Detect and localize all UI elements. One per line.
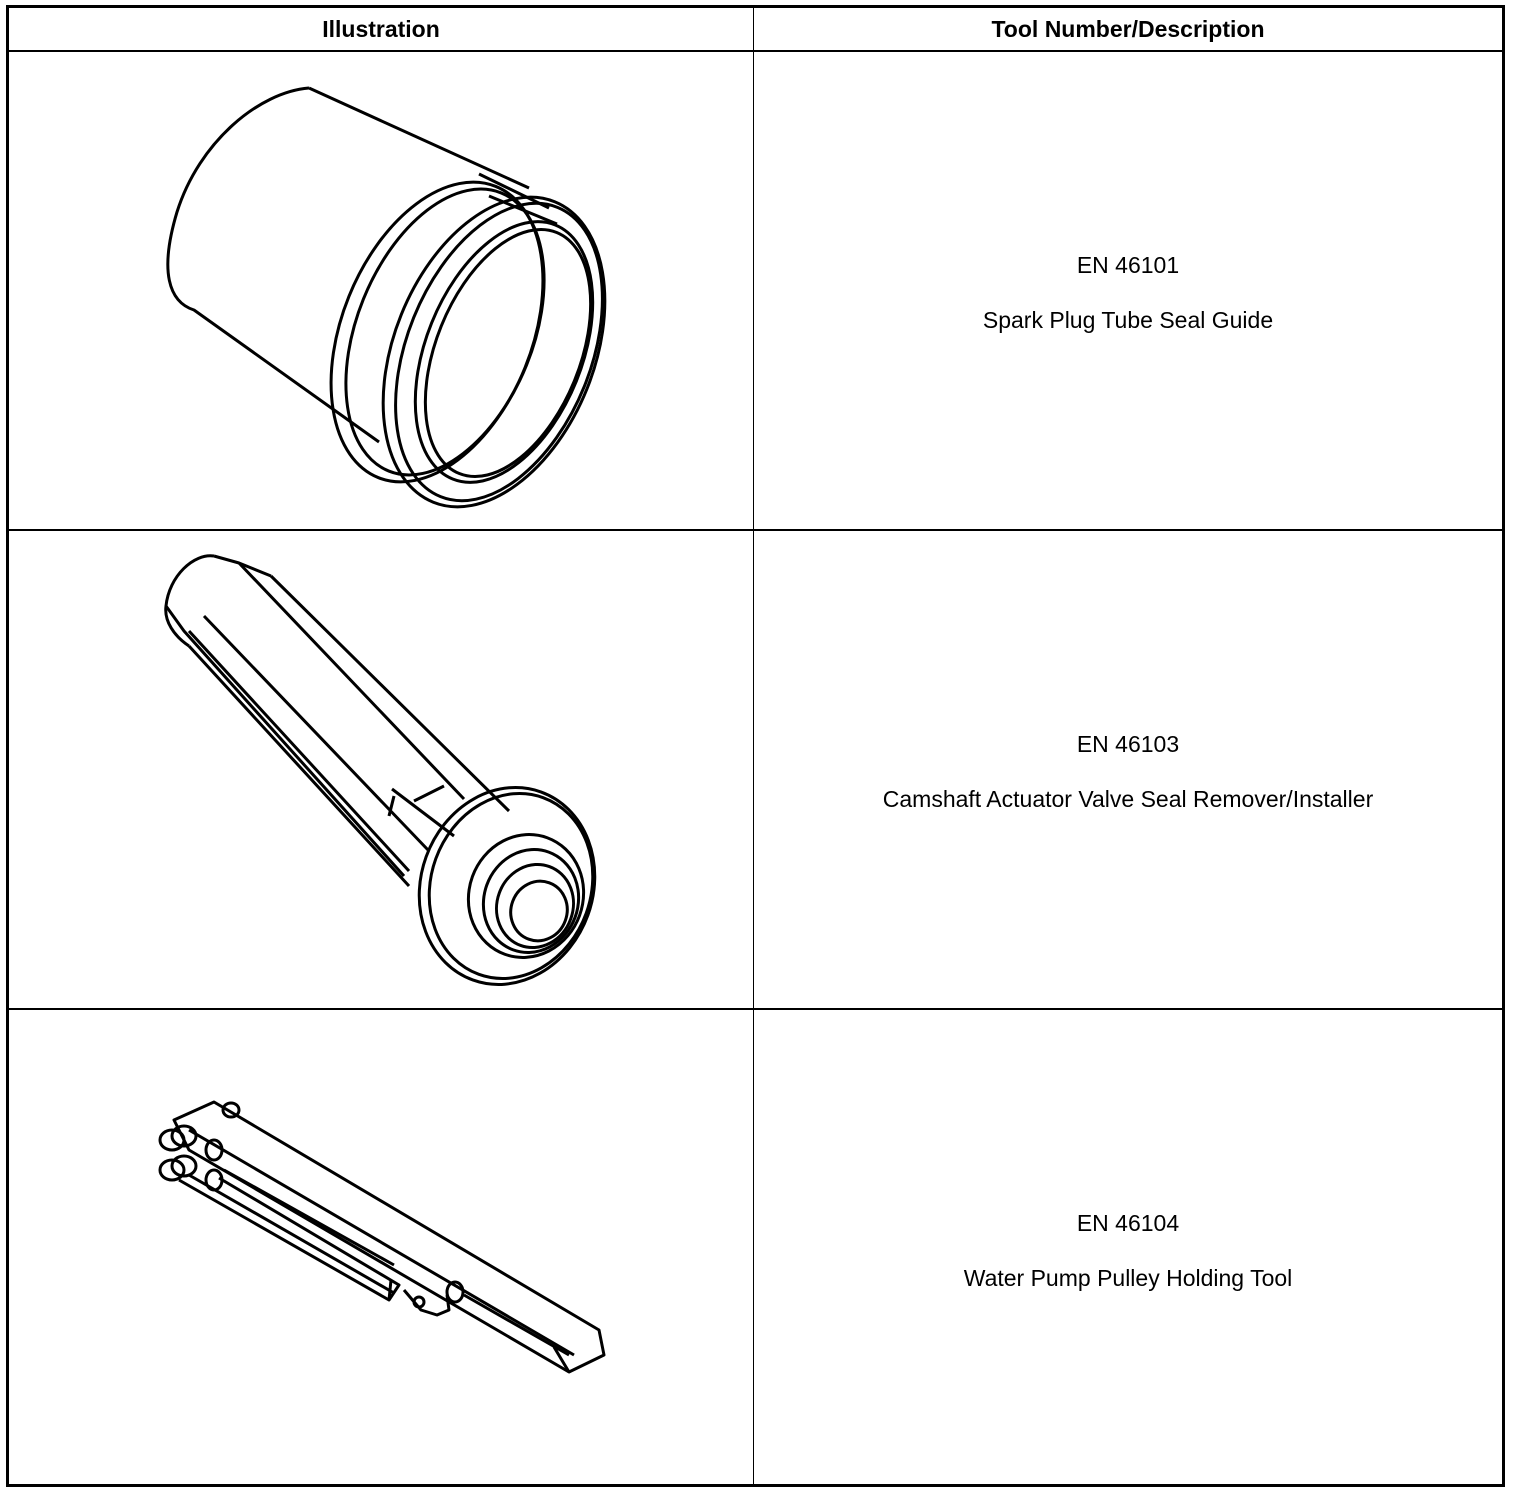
- spark-plug-tube-seal-guide-illustration: [9, 52, 753, 529]
- description-cell: [754, 531, 1502, 1008]
- tool-number: EN 46101: [1076, 252, 1180, 278]
- tool-description: Water Pump Pulley Holding Tool: [963, 1265, 1293, 1291]
- camshaft-actuator-valve-seal-tool-illustration: [9, 531, 753, 1008]
- tool-description: Spark Plug Tube Seal Guide: [982, 307, 1274, 333]
- table-row: [9, 1010, 1502, 1484]
- tool-number: EN 46103: [1076, 731, 1180, 757]
- illustration-cell: [9, 52, 753, 529]
- description-cell: [754, 52, 1502, 529]
- table-row: [9, 531, 1502, 1008]
- header-illustration: Illustration: [322, 16, 440, 42]
- illustration-cell: [9, 531, 753, 1008]
- tool-number: EN 46104: [1076, 1210, 1180, 1236]
- tool-table: [6, 5, 1505, 1487]
- header-tool-description: Tool Number/Description: [991, 16, 1265, 42]
- water-pump-pulley-holding-tool-illustration: [9, 1010, 753, 1484]
- description-cell: [754, 1010, 1502, 1484]
- tool-description: Camshaft Actuator Valve Seal Remover/Installer: [882, 786, 1374, 812]
- table-row: [9, 52, 1502, 529]
- illustration-cell: [9, 1010, 753, 1484]
